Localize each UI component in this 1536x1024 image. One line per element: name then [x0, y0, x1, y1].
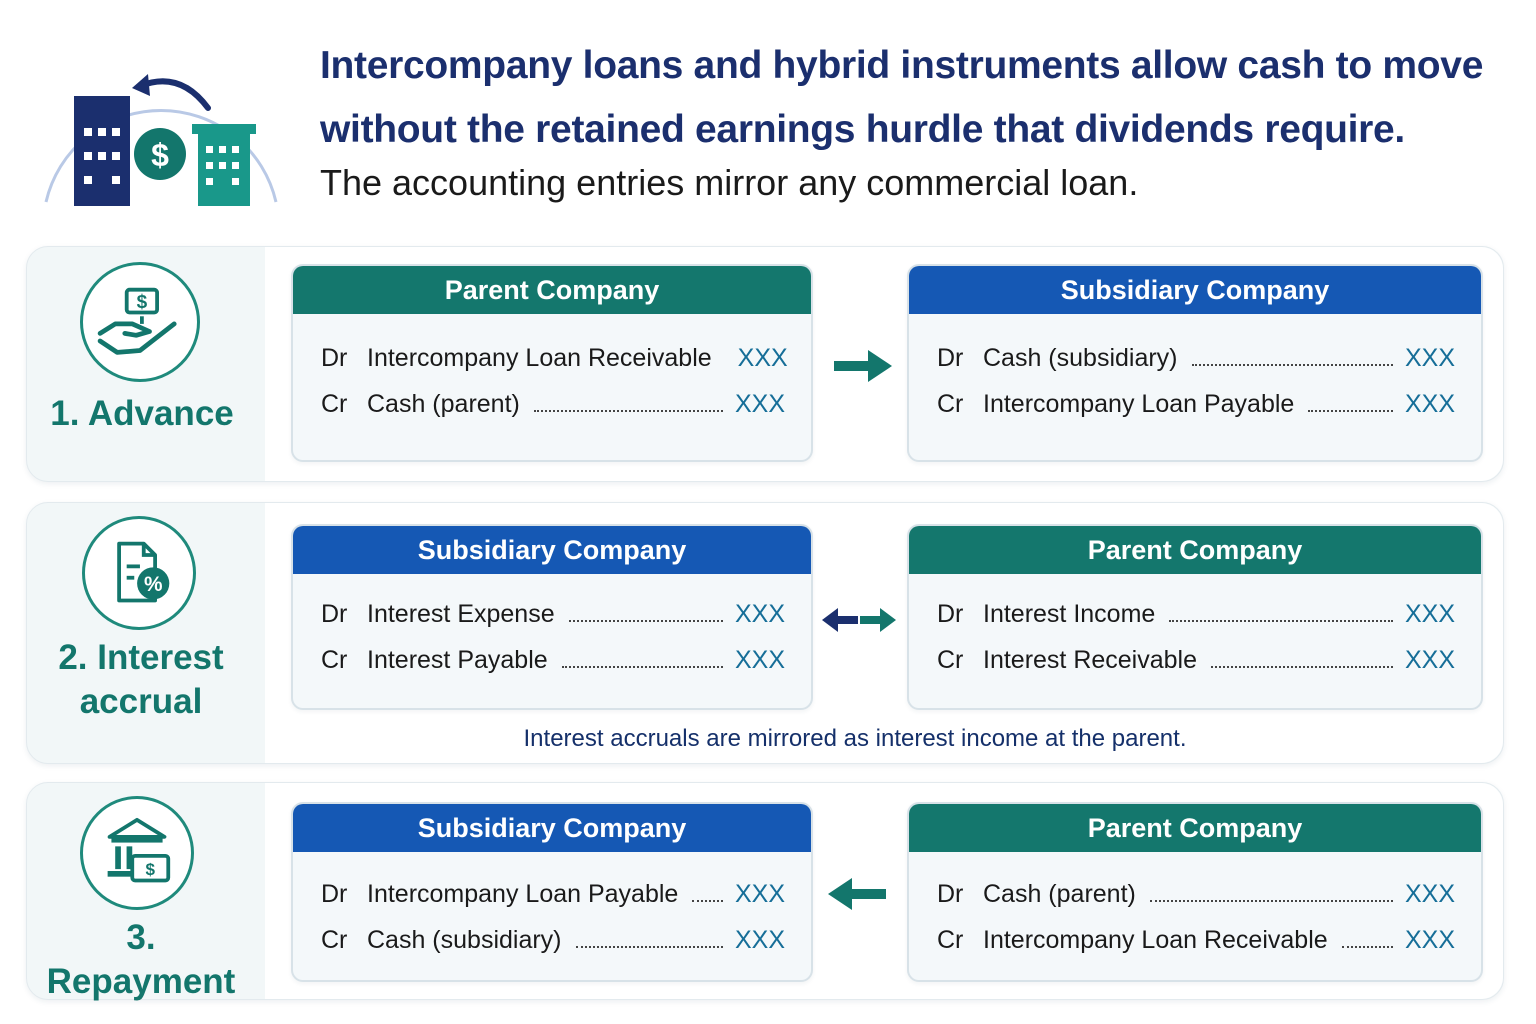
hand-holding-cash-icon	[80, 262, 200, 382]
dot-leader	[1211, 666, 1393, 668]
title-line-1: Intercompany loans and hybrid instruments allow cash to move	[320, 44, 1484, 87]
subtitle: The accounting entries mirror any commercial loan.	[320, 162, 1139, 203]
journal-entry-row	[321, 646, 785, 680]
dot-leader	[562, 666, 723, 668]
left-arrow-icon	[828, 876, 886, 917]
entry-amount: XXX	[734, 390, 785, 418]
entry-amount: XXX	[1404, 600, 1455, 628]
entry-amount: XXX	[1404, 646, 1455, 674]
entry-side: Dr	[937, 344, 964, 372]
svg-text:$: $	[145, 859, 156, 879]
dot-leader	[534, 410, 723, 412]
card-title: Subsidiary Company	[293, 526, 811, 574]
entry-account: Interest Expense	[367, 600, 555, 628]
right-arrow-icon	[834, 348, 892, 389]
card-title: Subsidiary Company	[909, 266, 1481, 314]
dot-leader	[1150, 900, 1393, 902]
svg-text:$: $	[151, 137, 169, 173]
svg-text:$: $	[136, 291, 148, 313]
interest-accrual-note: Interest accruals are mirrored as interest income at the parent.	[523, 725, 1187, 752]
card-title: Parent Company	[909, 526, 1481, 574]
step-2-subsidiary-card	[291, 524, 813, 710]
entry-account: Cash (subsidiary)	[983, 344, 1178, 372]
entry-account: Intercompany Loan Receivable	[983, 926, 1328, 954]
journal-entry-row	[321, 600, 785, 634]
step-2-label-line-2: accrual	[79, 682, 203, 721]
entry-account: Cash (parent)	[367, 390, 520, 418]
svg-text:%: %	[143, 573, 163, 596]
card-title: Parent Company	[909, 804, 1481, 852]
journal-entry-row	[321, 926, 785, 960]
journal-entry-row	[937, 926, 1455, 960]
journal-entry-row	[321, 880, 785, 914]
document-percent-icon	[82, 516, 196, 630]
dot-leader	[1342, 946, 1393, 948]
step-3-parent-card	[907, 802, 1483, 982]
bidirectional-arrow-icon	[822, 604, 896, 641]
entry-amount: XXX	[1404, 344, 1455, 372]
step-3-label: 3. Repayment	[46, 918, 236, 1001]
entry-side: Cr	[321, 390, 348, 418]
entry-amount: XXX	[737, 344, 788, 372]
journal-entry-row	[937, 390, 1455, 424]
title-line-2: without the retained earnings hurdle that dividends require.	[320, 108, 1405, 151]
card-title: Parent Company	[293, 266, 811, 314]
entry-side: Dr	[321, 880, 348, 908]
dot-leader	[1169, 620, 1393, 622]
dot-leader	[576, 946, 723, 948]
dot-leader	[1192, 364, 1393, 366]
entry-account: Interest Payable	[367, 646, 548, 674]
journal-entry-row	[321, 390, 785, 424]
entry-amount: XXX	[1404, 880, 1455, 908]
entry-side: Cr	[937, 926, 964, 954]
entry-side: Dr	[937, 880, 964, 908]
entry-side: Cr	[937, 646, 964, 674]
entry-account: Cash (parent)	[983, 880, 1136, 908]
journal-entry-row	[321, 344, 788, 378]
entry-side: Dr	[321, 344, 348, 372]
entry-account: Cash (subsidiary)	[367, 926, 562, 954]
entry-account: Intercompany Loan Payable	[367, 880, 679, 908]
dot-leader	[569, 620, 723, 622]
entry-amount: XXX	[1404, 390, 1455, 418]
journal-entry-row	[937, 600, 1455, 634]
entry-side: Cr	[321, 926, 348, 954]
journal-entry-row	[937, 646, 1455, 680]
entry-amount: XXX	[1404, 926, 1455, 954]
entry-side: Dr	[321, 600, 348, 628]
step-1-parent-card	[291, 264, 813, 462]
journal-entry-row	[937, 344, 1455, 378]
step-2-label-line-1: 2. Interest	[58, 638, 224, 677]
entry-amount: XXX	[734, 880, 785, 908]
entry-amount: XXX	[734, 926, 785, 954]
entry-account: Interest Income	[983, 600, 1156, 628]
dot-leader	[1308, 410, 1393, 412]
entry-side: Dr	[937, 600, 964, 628]
entry-side: Cr	[937, 390, 964, 418]
card-title: Subsidiary Company	[293, 804, 811, 852]
entry-account: Interest Receivable	[983, 646, 1198, 674]
bank-cash-icon	[80, 796, 194, 910]
entry-account: Intercompany Loan Receivable	[367, 344, 712, 372]
entry-amount: XXX	[734, 646, 785, 674]
entry-account: Intercompany Loan Payable	[983, 390, 1295, 418]
intercompany-transfer-icon	[40, 24, 282, 214]
entry-amount: XXX	[734, 600, 785, 628]
entry-side: Cr	[321, 646, 348, 674]
header	[320, 34, 1500, 210]
step-3-subsidiary-card	[291, 802, 813, 982]
step-1-subsidiary-card	[907, 264, 1483, 462]
step-2-parent-card	[907, 524, 1483, 710]
dot-leader	[692, 900, 723, 902]
journal-entry-row	[937, 880, 1455, 914]
step-1-label: 1. Advance	[50, 394, 234, 433]
